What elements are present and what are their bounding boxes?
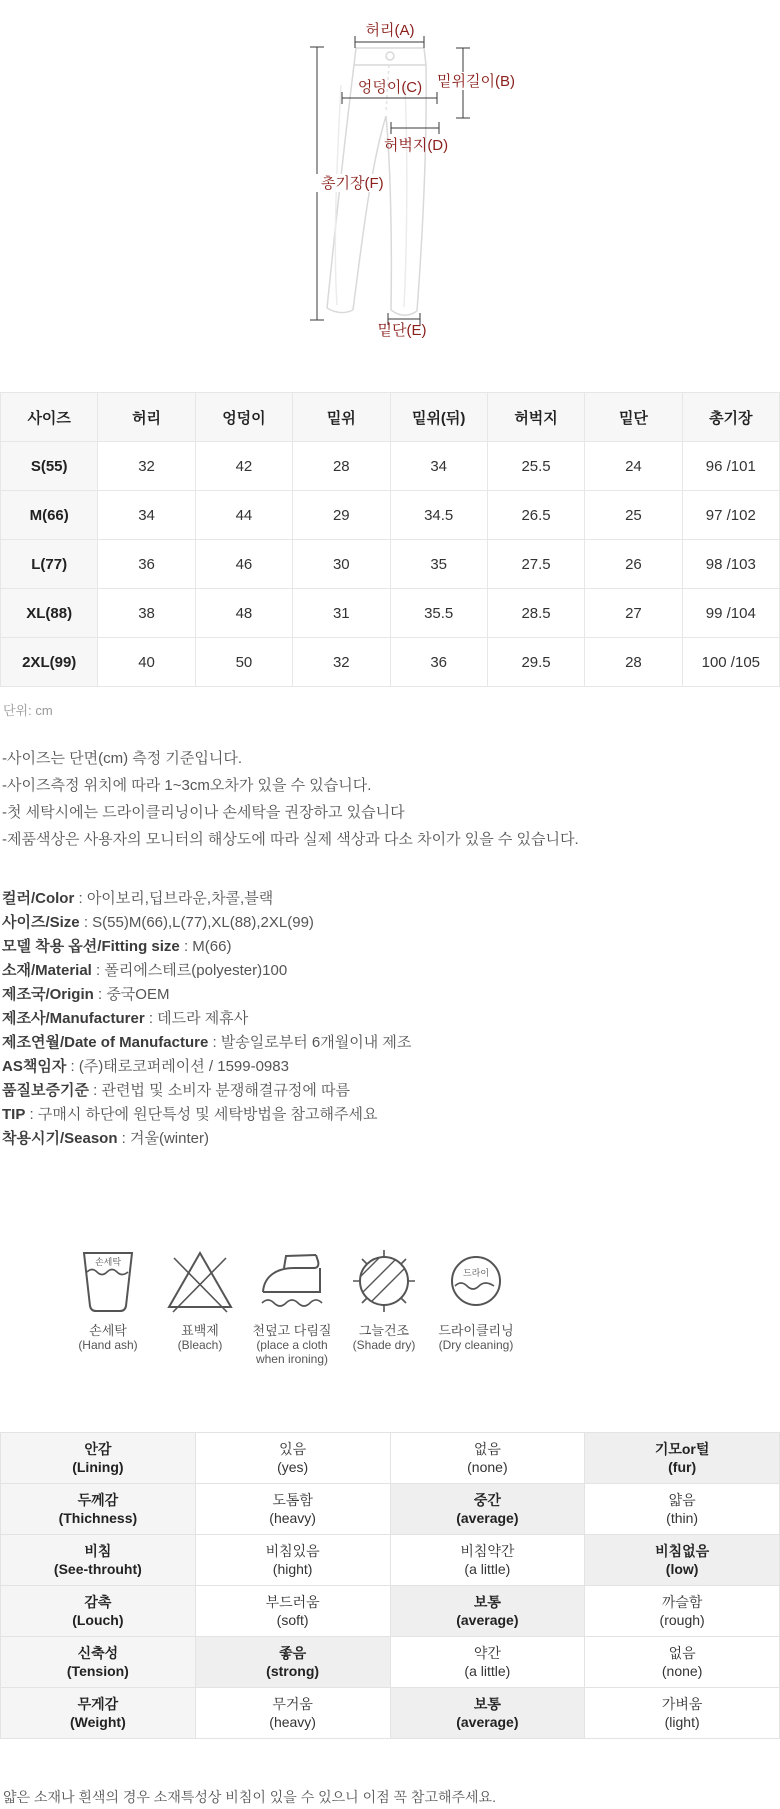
bottom-note: 얇은 소재나 흰색의 경우 소재특성상 비침이 있을 수 있으니 이점 꼭 참고해주세요. bbox=[3, 1789, 496, 1805]
size-table-header-cell: 밑위 bbox=[293, 393, 390, 442]
size-value-cell: 27 bbox=[585, 589, 682, 638]
hip-label: 엉덩이(C) bbox=[357, 79, 423, 96]
note-line: -첫 세탁시에는 드라이클리닝이나 손세탁을 권장하고 있습니다 bbox=[2, 804, 405, 821]
fabric-label-ko: 감촉 bbox=[84, 1594, 112, 1610]
size-table-header-cell: 사이즈 bbox=[1, 393, 98, 442]
waist-label: 허리(A) bbox=[365, 22, 415, 39]
size-value-cell: 34 bbox=[390, 442, 487, 491]
fabric-option-ko: 가벼움 bbox=[661, 1696, 703, 1712]
fabric-label-ko: 무게감 bbox=[77, 1696, 119, 1712]
product-info-label: 컬러/Color bbox=[2, 890, 75, 907]
product-info-line bbox=[2, 959, 780, 983]
note-line: -제품색상은 사용자의 모니터의 해상도에 따라 실제 색상과 다소 차이가 있을 수 있습니다. bbox=[2, 831, 579, 848]
fabric-option-ko: 기모or털 bbox=[654, 1441, 710, 1457]
fabric-option-en: (a little) bbox=[464, 1561, 511, 1577]
fabric-label-ko: 안감 bbox=[84, 1441, 112, 1457]
size-value-cell: 97 /102 bbox=[682, 491, 779, 540]
fabric-option-cell bbox=[195, 1637, 390, 1688]
care-label-en: (place a cloth when ironing) bbox=[255, 1338, 329, 1366]
fabric-label-en: (Weight) bbox=[70, 1714, 126, 1730]
product-info-line bbox=[2, 1079, 780, 1103]
pants-diagram-svg bbox=[0, 0, 780, 340]
size-value-cell: 29.5 bbox=[487, 638, 584, 687]
size-table-header-cell: 엉덩이 bbox=[195, 393, 292, 442]
fabric-option-en: (yes) bbox=[277, 1459, 309, 1475]
fabric-option-cell bbox=[390, 1433, 585, 1484]
care-label-ko: 드라이클리닝 bbox=[438, 1323, 514, 1338]
size-value-cell: 26.5 bbox=[487, 491, 584, 540]
product-info-label: 품질보증기준 bbox=[2, 1082, 89, 1099]
fabric-option-en: (average) bbox=[456, 1510, 519, 1526]
fabric-option-en: (a little) bbox=[464, 1663, 511, 1679]
product-info-label: 제조연월/Date of Manufacture bbox=[2, 1034, 209, 1051]
product-info-value: : 관련법 및 소비자 분쟁해결규정에 따름 bbox=[88, 1082, 350, 1099]
size-value-cell: 48 bbox=[195, 589, 292, 638]
pants-measurement-diagram bbox=[0, 0, 780, 340]
care-item-dry-cleaning bbox=[430, 1245, 522, 1366]
fabric-option-cell bbox=[390, 1637, 585, 1688]
fabric-row-label bbox=[1, 1688, 196, 1739]
size-value-cell: 100 /105 bbox=[682, 638, 779, 687]
notes-list bbox=[2, 745, 780, 853]
product-info-value: : 겨울(winter) bbox=[117, 1130, 209, 1147]
fabric-option-ko: 비침없음 bbox=[655, 1543, 710, 1559]
dry-cleaning-icon-text: 드라이 bbox=[462, 1268, 490, 1278]
fabric-table-row bbox=[1, 1688, 780, 1739]
size-value-cell: 44 bbox=[195, 491, 292, 540]
fabric-option-en: (strong) bbox=[266, 1663, 320, 1679]
fabric-option-cell bbox=[390, 1484, 585, 1535]
size-value-cell: 26 bbox=[585, 540, 682, 589]
size-value-cell: 28.5 bbox=[487, 589, 584, 638]
fabric-option-en: (light) bbox=[664, 1714, 700, 1730]
iron-cloth-icon bbox=[256, 1245, 328, 1317]
size-value-cell: 25.5 bbox=[487, 442, 584, 491]
hem-label: 밑단(E) bbox=[377, 322, 427, 339]
fabric-option-cell bbox=[585, 1688, 780, 1739]
fabric-option-cell bbox=[195, 1688, 390, 1739]
care-label-ko: 표백제 bbox=[181, 1323, 219, 1338]
product-info-value: : 중국OEM bbox=[93, 986, 170, 1003]
fabric-option-en: (average) bbox=[456, 1714, 519, 1730]
size-row-label: M(66) bbox=[1, 491, 98, 540]
fabric-option-en: (none) bbox=[467, 1459, 508, 1475]
size-value-cell: 40 bbox=[98, 638, 195, 687]
length-label: 총기장(F) bbox=[321, 175, 384, 192]
size-value-cell: 28 bbox=[585, 638, 682, 687]
size-row-label: L(77) bbox=[1, 540, 98, 589]
fabric-table-row bbox=[1, 1535, 780, 1586]
rise-label: 밑위길이(B) bbox=[437, 73, 515, 90]
thigh-label: 허벅지(D) bbox=[383, 137, 449, 154]
size-value-cell: 46 bbox=[195, 540, 292, 589]
size-table-row bbox=[1, 589, 780, 638]
fabric-option-ko: 까슬함 bbox=[661, 1594, 703, 1610]
fabric-option-cell bbox=[585, 1433, 780, 1484]
product-info-line bbox=[2, 935, 780, 959]
fabric-option-ko: 비침있음 bbox=[265, 1543, 320, 1559]
size-value-cell: 35 bbox=[390, 540, 487, 589]
product-info-line bbox=[2, 1055, 780, 1079]
fabric-row-label bbox=[1, 1586, 196, 1637]
product-info-value: : (주)태로코퍼레이션 / 1599-0983 bbox=[66, 1058, 289, 1075]
product-info-line bbox=[2, 887, 780, 911]
size-value-cell: 38 bbox=[98, 589, 195, 638]
size-value-cell: 31 bbox=[293, 589, 390, 638]
size-row-label: S(55) bbox=[1, 442, 98, 491]
fabric-option-en: (heavy) bbox=[269, 1510, 316, 1526]
care-item-hand-wash bbox=[62, 1245, 154, 1366]
fabric-option-ko: 얇음 bbox=[668, 1492, 696, 1508]
fabric-table bbox=[0, 1432, 780, 1739]
size-value-cell: 34 bbox=[98, 491, 195, 540]
product-info-label: 소재/Material bbox=[2, 962, 92, 979]
product-info-label: AS책임자 bbox=[2, 1058, 67, 1075]
fabric-option-cell bbox=[585, 1484, 780, 1535]
fabric-option-ko: 중간 bbox=[473, 1492, 501, 1508]
fabric-option-cell bbox=[585, 1535, 780, 1586]
size-value-cell: 36 bbox=[98, 540, 195, 589]
no-bleach-icon bbox=[164, 1245, 236, 1317]
note-line: -사이즈측정 위치에 따라 1~3cm오차가 있을 수 있습니다. bbox=[2, 777, 372, 794]
product-info-value: : 발송일로부터 6개월이내 제조 bbox=[208, 1034, 412, 1051]
fabric-option-ko: 보통 bbox=[473, 1594, 501, 1610]
fabric-option-en: (thin) bbox=[666, 1510, 699, 1526]
fabric-option-ko: 없음 bbox=[668, 1645, 696, 1661]
size-value-cell: 24 bbox=[585, 442, 682, 491]
fabric-option-ko: 도톰함 bbox=[272, 1492, 313, 1508]
fabric-option-en: (average) bbox=[456, 1612, 519, 1628]
fabric-label-ko: 신축성 bbox=[77, 1645, 119, 1661]
product-info-label: 사이즈/Size bbox=[2, 914, 80, 931]
size-table-header-cell: 밑위(뒤) bbox=[390, 393, 487, 442]
size-value-cell: 34.5 bbox=[390, 491, 487, 540]
care-label-en: (Bleach) bbox=[177, 1338, 223, 1352]
fabric-table-row bbox=[1, 1586, 780, 1637]
size-value-cell: 32 bbox=[98, 442, 195, 491]
size-value-cell: 98 /103 bbox=[682, 540, 779, 589]
product-info-label: 착용시기/Season bbox=[2, 1130, 118, 1147]
product-info-label: 제조국/Origin bbox=[2, 986, 94, 1003]
product-info-value: : 폴리에스테르(polyester)100 bbox=[91, 962, 288, 979]
fabric-label-ko: 두께감 bbox=[77, 1492, 119, 1508]
fabric-option-en: (rough) bbox=[659, 1612, 705, 1628]
product-info-label: TIP bbox=[2, 1106, 26, 1123]
product-info-label: 모델 착용 옵션/Fitting size bbox=[2, 938, 180, 955]
fabric-option-ko: 약간 bbox=[473, 1645, 501, 1661]
fabric-option-en: (soft) bbox=[276, 1612, 309, 1628]
fabric-option-cell bbox=[195, 1586, 390, 1637]
size-table-header-cell: 총기장 bbox=[682, 393, 779, 442]
size-table-head-row bbox=[1, 393, 780, 442]
care-item-shade-dry bbox=[338, 1245, 430, 1366]
fabric-label-ko: 비침 bbox=[84, 1543, 112, 1559]
size-table-header-cell: 허리 bbox=[98, 393, 195, 442]
shade-dry-icon bbox=[348, 1245, 420, 1317]
care-label-en: (Shade dry) bbox=[352, 1338, 416, 1352]
fabric-option-cell bbox=[390, 1535, 585, 1586]
fabric-option-ko: 보통 bbox=[473, 1696, 501, 1712]
fabric-option-en: (none) bbox=[661, 1663, 703, 1679]
fabric-table-row bbox=[1, 1637, 780, 1688]
fabric-option-cell bbox=[585, 1637, 780, 1688]
size-row-label: XL(88) bbox=[1, 589, 98, 638]
product-info-line bbox=[2, 1031, 780, 1055]
product-info-value: : 아이보리,딥브라운,차콜,블랙 bbox=[74, 890, 274, 907]
fabric-row-label bbox=[1, 1484, 196, 1535]
care-item-iron-cloth bbox=[246, 1245, 338, 1366]
care-icons-row bbox=[62, 1245, 532, 1366]
fabric-option-cell bbox=[195, 1535, 390, 1586]
fabric-label-en: (Lining) bbox=[72, 1459, 124, 1475]
fabric-option-en: (low) bbox=[665, 1561, 699, 1577]
care-label-ko: 그늘건조 bbox=[358, 1323, 410, 1338]
fabric-table-row bbox=[1, 1484, 780, 1535]
product-info-line bbox=[2, 1103, 780, 1127]
size-row-label: 2XL(99) bbox=[1, 638, 98, 687]
fabric-table-body bbox=[1, 1433, 780, 1739]
size-table-body bbox=[1, 442, 780, 687]
care-label-ko: 천덮고 다림질 bbox=[252, 1323, 332, 1338]
fabric-option-cell bbox=[585, 1586, 780, 1637]
product-info-line bbox=[2, 1127, 780, 1151]
size-table-header-cell: 밑단 bbox=[585, 393, 682, 442]
product-info-label: 제조사/Manufacturer bbox=[2, 1010, 145, 1027]
dry-cleaning-icon bbox=[440, 1245, 512, 1317]
product-info-line bbox=[2, 911, 780, 935]
size-value-cell: 29 bbox=[293, 491, 390, 540]
size-value-cell: 96 /101 bbox=[682, 442, 779, 491]
size-value-cell: 32 bbox=[293, 638, 390, 687]
size-table-row bbox=[1, 491, 780, 540]
size-value-cell: 25 bbox=[585, 491, 682, 540]
size-value-cell: 50 bbox=[195, 638, 292, 687]
fabric-table-row bbox=[1, 1433, 780, 1484]
size-value-cell: 99 /104 bbox=[682, 589, 779, 638]
size-value-cell: 28 bbox=[293, 442, 390, 491]
fabric-row-label bbox=[1, 1433, 196, 1484]
size-value-cell: 42 bbox=[195, 442, 292, 491]
fabric-option-ko: 없음 bbox=[473, 1441, 501, 1457]
fabric-option-en: (hight) bbox=[272, 1561, 313, 1577]
product-info-value: : M(66) bbox=[179, 938, 232, 955]
fabric-row-label bbox=[1, 1535, 196, 1586]
fabric-option-ko: 있음 bbox=[279, 1441, 307, 1457]
size-table bbox=[0, 392, 780, 687]
fabric-row-label bbox=[1, 1637, 196, 1688]
fabric-option-ko: 부드러움 bbox=[265, 1594, 320, 1610]
size-value-cell: 35.5 bbox=[390, 589, 487, 638]
care-label-en: (Dry cleaning) bbox=[438, 1338, 514, 1352]
note-line: -사이즈는 단면(cm) 측정 기준입니다. bbox=[2, 750, 243, 767]
size-table-row bbox=[1, 442, 780, 491]
product-info-value: : S(55)M(66),L(77),XL(88),2XL(99) bbox=[79, 914, 314, 931]
fabric-option-ko: 좋음 bbox=[279, 1645, 307, 1661]
size-value-cell: 30 bbox=[293, 540, 390, 589]
fabric-label-en: (See-throuht) bbox=[53, 1561, 142, 1577]
care-label-en: (Hand ash) bbox=[78, 1338, 138, 1352]
care-item-bleach bbox=[154, 1245, 246, 1366]
product-info-list bbox=[2, 887, 780, 1151]
fabric-label-en: (Tension) bbox=[66, 1663, 129, 1679]
fabric-option-en: (heavy) bbox=[269, 1714, 316, 1730]
fabric-option-cell bbox=[195, 1433, 390, 1484]
care-label-ko: 손세탁 bbox=[89, 1323, 127, 1338]
product-info-value: : 데드라 제휴사 bbox=[144, 1010, 249, 1027]
size-table-row bbox=[1, 638, 780, 687]
fabric-label-en: (Louch) bbox=[72, 1612, 124, 1628]
unit-note: 단위: cm bbox=[3, 703, 53, 718]
size-table-header-cell: 허벅지 bbox=[487, 393, 584, 442]
fabric-option-ko: 비침약간 bbox=[460, 1543, 515, 1559]
fabric-option-ko: 무거움 bbox=[272, 1696, 313, 1712]
size-value-cell: 27.5 bbox=[487, 540, 584, 589]
hand-wash-icon bbox=[72, 1245, 144, 1317]
fabric-option-cell bbox=[195, 1484, 390, 1535]
fabric-option-cell bbox=[390, 1586, 585, 1637]
product-info-line bbox=[2, 1007, 780, 1031]
size-value-cell: 36 bbox=[390, 638, 487, 687]
size-table-row bbox=[1, 540, 780, 589]
fabric-option-en: (fur) bbox=[668, 1459, 697, 1475]
fabric-option-cell bbox=[390, 1688, 585, 1739]
fabric-label-en: (Thichness) bbox=[58, 1510, 138, 1526]
product-info-value: : 구매시 하단에 원단특성 및 세탁방법을 참고해주세요 bbox=[25, 1106, 378, 1123]
hand-wash-icon-text: 손세탁 bbox=[94, 1257, 122, 1267]
product-info-line bbox=[2, 983, 780, 1007]
